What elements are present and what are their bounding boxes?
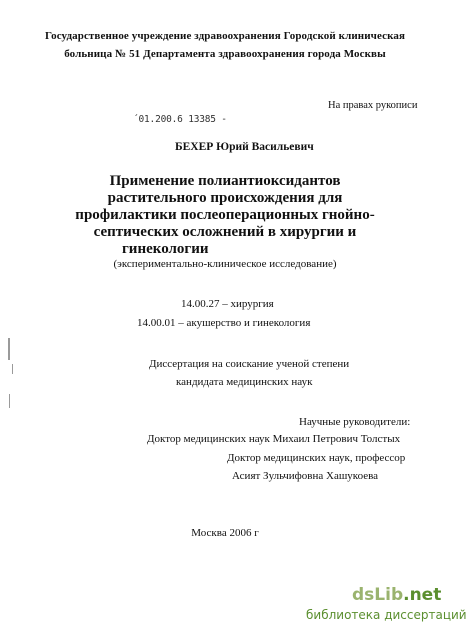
author-name: БЕХЕР Юрий Васильевич: [175, 141, 314, 153]
supervisor-2-title: Доктор медицинских наук, профессор: [227, 452, 406, 464]
dslib-watermark-logo: [352, 585, 441, 605]
supervisor-2-name: Асият Зульчифовна Хашукоева: [232, 470, 379, 482]
supervisors-heading: Научные руководители:: [299, 416, 411, 428]
watermark-logo-part-a: dsLib: [352, 585, 404, 605]
title-line-3: профилактики послеоперационных гнойно-: [75, 207, 375, 223]
dissertation-line-1: Диссертация на соискание ученой степени: [149, 358, 350, 370]
title-line-2: растительного происхождения для: [107, 190, 343, 206]
scan-artifact-mark: [8, 338, 10, 360]
title-subtitle: (экспериментально-клиническое исследование): [113, 258, 337, 270]
scan-artifact-mark: [9, 394, 10, 408]
title-line-1: Применение полиантиоксидантов: [109, 173, 341, 189]
title-line-5: гинекологии: [122, 241, 209, 257]
watermark-logo-part-b: .net: [403, 585, 442, 605]
institution-line-2: больница № 51 Департамента здравоохранения города Москвы: [64, 48, 386, 60]
scan-artifact-mark: [12, 364, 13, 374]
title-line-4: септических осложнений в хирургии и: [93, 224, 357, 240]
watermark-subtitle: библиотека диссертаций: [306, 608, 467, 622]
rights-notice: На правах рукописи: [328, 100, 418, 111]
institution-line-1: Государственное учреждение здравоохранения Городской клиническая: [44, 30, 406, 42]
archive-stamp-code: ´01.200.6 13385 -: [133, 114, 227, 125]
specialty-1: 14.00.27 – хирургия: [181, 298, 274, 310]
supervisor-1: Доктор медицинских наук Михаил Петрович Толстых: [147, 433, 401, 445]
city-year: Москва 2006 г: [191, 527, 259, 539]
specialty-2: 14.00.01 – акушерство и гинекология: [137, 317, 311, 329]
dissertation-line-2: кандидата медицинских наук: [176, 376, 313, 388]
